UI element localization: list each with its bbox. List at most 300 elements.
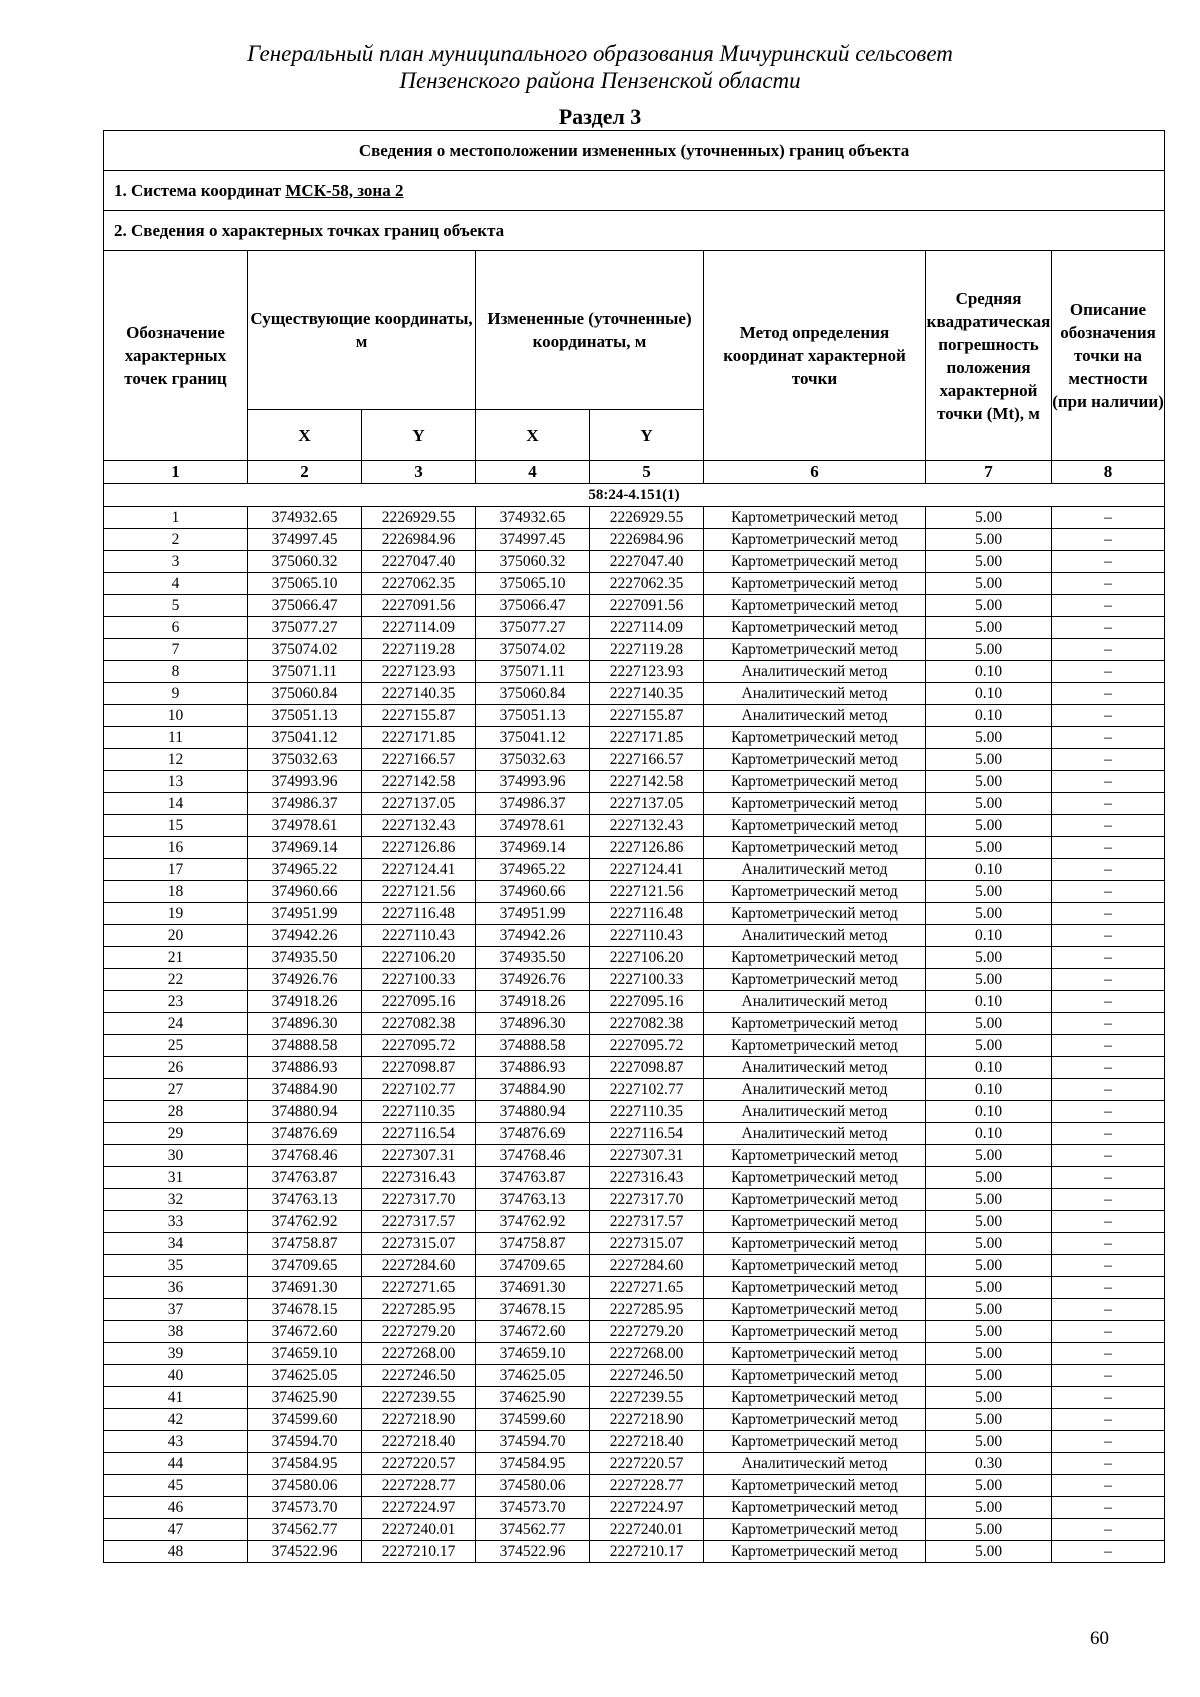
col-number: 8	[1052, 461, 1165, 484]
table-row	[104, 639, 1165, 661]
table-row	[104, 1497, 1165, 1519]
col-description: Описание обозначения точки на местности (при наличии)	[1052, 251, 1165, 461]
table-cell: 11	[104, 727, 248, 749]
table-cell: –	[1052, 595, 1165, 617]
table-cell: –	[1052, 1387, 1165, 1409]
table-cell: 374918.26	[476, 991, 590, 1013]
table-cell: 374884.90	[476, 1079, 590, 1101]
table-cell: 40	[104, 1365, 248, 1387]
table-cell: –	[1052, 1299, 1165, 1321]
table-cell: 5.00	[926, 881, 1052, 903]
coord-system	[104, 171, 1165, 211]
table-cell: 5.00	[926, 1519, 1052, 1541]
table-row	[104, 1431, 1165, 1453]
table-cell: 374876.69	[476, 1123, 590, 1145]
table-cell: 374763.13	[248, 1189, 362, 1211]
table-cell: 2227284.60	[362, 1255, 476, 1277]
table-cell: 2227110.35	[590, 1101, 704, 1123]
table-cell: 374768.46	[248, 1145, 362, 1167]
table-cell: 2227218.90	[590, 1409, 704, 1431]
table-cell: 5.00	[926, 1299, 1052, 1321]
table-cell: 2227140.35	[362, 683, 476, 705]
table-cell: 16	[104, 837, 248, 859]
table-row	[104, 1453, 1165, 1475]
table-cell: 375032.63	[476, 749, 590, 771]
table-cell: 374926.76	[476, 969, 590, 991]
table-cell: 2227171.85	[590, 727, 704, 749]
table-cell: 25	[104, 1035, 248, 1057]
table-cell: 5.00	[926, 617, 1052, 639]
table-row	[104, 1167, 1165, 1189]
table-cell: 375051.13	[476, 705, 590, 727]
table-cell: 0.10	[926, 1079, 1052, 1101]
table-cell: 374926.76	[248, 969, 362, 991]
table-cell: 20	[104, 925, 248, 947]
table-cell: 2227123.93	[362, 661, 476, 683]
table-title: Сведения о местоположении измененных (уточненных) границ объекта	[104, 131, 1165, 171]
table-cell: 2227240.01	[362, 1519, 476, 1541]
table-cell: 12	[104, 749, 248, 771]
table-cell: 374573.70	[476, 1497, 590, 1519]
table-cell: 0.10	[926, 705, 1052, 727]
table-cell: 375060.84	[476, 683, 590, 705]
table-cell: 2227307.31	[590, 1145, 704, 1167]
table-cell: 2227317.70	[590, 1189, 704, 1211]
table-cell: 374768.46	[476, 1145, 590, 1167]
col-error: Средняя квадратичеcкая погрешность положения характерной точки (Mt), м	[926, 251, 1052, 461]
table-cell: Картометрический метод	[704, 1541, 926, 1563]
table-cell: 2227110.35	[362, 1101, 476, 1123]
table-cell: 2227091.56	[590, 595, 704, 617]
table-cell: 374886.93	[476, 1057, 590, 1079]
table-cell: Картометрический метод	[704, 1167, 926, 1189]
table-cell: 375074.02	[476, 639, 590, 661]
table-row	[104, 859, 1165, 881]
table-cell: 374932.65	[476, 507, 590, 529]
table-cell: 0.10	[926, 661, 1052, 683]
table-cell: 6	[104, 617, 248, 639]
table-cell: 2227284.60	[590, 1255, 704, 1277]
table-cell: 24	[104, 1013, 248, 1035]
table-cell: 38	[104, 1321, 248, 1343]
table-cell: 2227166.57	[362, 749, 476, 771]
table-cell: 2227210.17	[362, 1541, 476, 1563]
table-cell: 374888.58	[476, 1035, 590, 1057]
table-cell: 2227218.40	[590, 1431, 704, 1453]
table-cell: 375041.12	[248, 727, 362, 749]
table-cell: 2227121.56	[590, 881, 704, 903]
col-changed-y: Y	[590, 410, 704, 461]
table-cell: 2227132.43	[590, 815, 704, 837]
table-cell: 22	[104, 969, 248, 991]
table-row	[104, 1299, 1165, 1321]
table-cell: 5.00	[926, 573, 1052, 595]
table-cell: 2227268.00	[362, 1343, 476, 1365]
table-cell: 30	[104, 1145, 248, 1167]
table-cell: Аналитический метод	[704, 1101, 926, 1123]
table-cell: 5.00	[926, 1365, 1052, 1387]
table-cell: 44	[104, 1453, 248, 1475]
table-cell: 374573.70	[248, 1497, 362, 1519]
table-cell: 375060.32	[476, 551, 590, 573]
table-cell: 5.00	[926, 1475, 1052, 1497]
table-cell: 7	[104, 639, 248, 661]
table-cell: 375051.13	[248, 705, 362, 727]
table-cell: 2227100.33	[590, 969, 704, 991]
table-cell: 2226929.55	[590, 507, 704, 529]
table-cell: 33	[104, 1211, 248, 1233]
table-cell: 374932.65	[248, 507, 362, 529]
table-cell: 2227140.35	[590, 683, 704, 705]
table-cell: 374986.37	[248, 793, 362, 815]
table-cell: 2227142.58	[362, 771, 476, 793]
table-cell: 374691.30	[476, 1277, 590, 1299]
table-cell: 2227124.41	[362, 859, 476, 881]
table-row	[104, 1365, 1165, 1387]
table-cell: 15	[104, 815, 248, 837]
table-row	[104, 991, 1165, 1013]
table-cell: 2227279.20	[590, 1321, 704, 1343]
table-cell: 36	[104, 1277, 248, 1299]
table-cell: 374562.77	[476, 1519, 590, 1541]
table-cell: 2227124.41	[590, 859, 704, 881]
table-row	[104, 771, 1165, 793]
table-cell: 374659.10	[248, 1343, 362, 1365]
table-cell: 2227246.50	[362, 1365, 476, 1387]
table-row	[104, 1541, 1165, 1563]
table-cell: Картометрический метод	[704, 551, 926, 573]
table-row	[104, 903, 1165, 925]
table-cell: 32	[104, 1189, 248, 1211]
table-cell: 42	[104, 1409, 248, 1431]
table-cell: 374678.15	[476, 1299, 590, 1321]
table-cell: 374584.95	[476, 1453, 590, 1475]
table-cell: 2227132.43	[362, 815, 476, 837]
table-cell: –	[1052, 1013, 1165, 1035]
table-cell: 374935.50	[476, 947, 590, 969]
table-cell: Картометрический метод	[704, 1475, 926, 1497]
col-number: 4	[476, 461, 590, 484]
table-cell: Картометрический метод	[704, 529, 926, 551]
table-cell: 2227155.87	[590, 705, 704, 727]
table-cell: 2227123.93	[590, 661, 704, 683]
table-cell: 5.00	[926, 815, 1052, 837]
table-cell: 374960.66	[248, 881, 362, 903]
table-cell: Картометрический метод	[704, 595, 926, 617]
table-cell: –	[1052, 727, 1165, 749]
table-row	[104, 1321, 1165, 1343]
table-cell: 374965.22	[476, 859, 590, 881]
table-cell: 2227228.77	[590, 1475, 704, 1497]
table-cell: 2227268.00	[590, 1343, 704, 1365]
table-cell: 9	[104, 683, 248, 705]
table-cell: 18	[104, 881, 248, 903]
table-cell: 5.00	[926, 947, 1052, 969]
table-cell: 3	[104, 551, 248, 573]
table-cell: –	[1052, 859, 1165, 881]
table-cell: Картометрический метод	[704, 507, 926, 529]
table-cell: –	[1052, 881, 1165, 903]
table-cell: 374960.66	[476, 881, 590, 903]
table-cell: Картометрический метод	[704, 639, 926, 661]
table-cell: 2227316.43	[362, 1167, 476, 1189]
table-cell: 46	[104, 1497, 248, 1519]
table-cell: 2227224.97	[590, 1497, 704, 1519]
table-cell: 374763.87	[476, 1167, 590, 1189]
table-cell: 374888.58	[248, 1035, 362, 1057]
table-cell: Картометрический метод	[704, 947, 926, 969]
table-cell: 29	[104, 1123, 248, 1145]
table-cell: 374951.99	[248, 903, 362, 925]
table-cell: Картометрический метод	[704, 1255, 926, 1277]
table-cell: Аналитический метод	[704, 1453, 926, 1475]
table-cell: 2227119.28	[590, 639, 704, 661]
table-cell: 374580.06	[476, 1475, 590, 1497]
col-existing: Существующие координаты, м	[248, 251, 476, 410]
table-cell: –	[1052, 771, 1165, 793]
table-cell: 2227102.77	[590, 1079, 704, 1101]
table-cell: 374942.26	[476, 925, 590, 947]
table-cell: 5.00	[926, 1541, 1052, 1563]
table-cell: –	[1052, 683, 1165, 705]
table-cell: 2227106.20	[590, 947, 704, 969]
table-cell: –	[1052, 1255, 1165, 1277]
table-cell: 2227047.40	[362, 551, 476, 573]
table-row	[104, 881, 1165, 903]
page-number: 60	[1090, 1628, 1109, 1649]
table-cell: 2227119.28	[362, 639, 476, 661]
table-cell: 2227047.40	[590, 551, 704, 573]
table-row	[104, 1475, 1165, 1497]
table-row	[104, 573, 1165, 595]
table-cell: –	[1052, 947, 1165, 969]
table-cell: Картометрический метод	[704, 1035, 926, 1057]
table-cell: Картометрический метод	[704, 1387, 926, 1409]
table-cell: Картометрический метод	[704, 1365, 926, 1387]
table-cell: –	[1052, 969, 1165, 991]
table-cell: 2227239.55	[362, 1387, 476, 1409]
table-cell: 2227316.43	[590, 1167, 704, 1189]
table-cell: 45	[104, 1475, 248, 1497]
table-cell: 5.00	[926, 727, 1052, 749]
table-cell: –	[1052, 573, 1165, 595]
coord-system-label: 1. Система координат	[114, 180, 286, 200]
table-cell: 5.00	[926, 1211, 1052, 1233]
table-cell: 23	[104, 991, 248, 1013]
table-row	[104, 1189, 1165, 1211]
table-cell: –	[1052, 617, 1165, 639]
table-cell: 39	[104, 1343, 248, 1365]
table-cell: Аналитический метод	[704, 683, 926, 705]
table-cell: 374986.37	[476, 793, 590, 815]
table-row	[104, 1211, 1165, 1233]
table-row	[104, 617, 1165, 639]
table-cell: 2227110.43	[590, 925, 704, 947]
table-cell: –	[1052, 529, 1165, 551]
table-cell: –	[1052, 1211, 1165, 1233]
table-cell: 374659.10	[476, 1343, 590, 1365]
table-cell: 375065.10	[248, 573, 362, 595]
group-label: 58:24-4.151(1)	[104, 484, 1165, 507]
column-number-row	[104, 461, 1165, 484]
table-cell: 13	[104, 771, 248, 793]
table-cell: –	[1052, 1079, 1165, 1101]
table-cell: Аналитический метод	[704, 925, 926, 947]
col-changed: Измененные (уточненные) координаты, м	[476, 251, 704, 410]
table-cell: 0.10	[926, 859, 1052, 881]
table-cell: Картометрический метод	[704, 1277, 926, 1299]
table-cell: 10	[104, 705, 248, 727]
table-cell: 2227095.72	[590, 1035, 704, 1057]
table-cell: 2227271.65	[590, 1277, 704, 1299]
table-cell: 2227285.95	[362, 1299, 476, 1321]
table-cell: 8	[104, 661, 248, 683]
col-existing-x: X	[248, 410, 362, 461]
table-cell: 2227095.72	[362, 1035, 476, 1057]
table-cell: 2227166.57	[590, 749, 704, 771]
table-cell: –	[1052, 815, 1165, 837]
table-row	[104, 683, 1165, 705]
table-cell: Картометрический метод	[704, 1299, 926, 1321]
table-row	[104, 595, 1165, 617]
table-row	[104, 1387, 1165, 1409]
table-cell: 2227137.05	[590, 793, 704, 815]
table-cell: 2227091.56	[362, 595, 476, 617]
table-cell: 0.10	[926, 1123, 1052, 1145]
table-cell: 374978.61	[248, 815, 362, 837]
table-cell: 2227121.56	[362, 881, 476, 903]
table-cell: 2227095.16	[590, 991, 704, 1013]
table-cell: 2	[104, 529, 248, 551]
table-row	[104, 815, 1165, 837]
table-cell: 0.10	[926, 925, 1052, 947]
table-cell: 2227315.07	[362, 1233, 476, 1255]
table-cell: –	[1052, 705, 1165, 727]
table-cell: 0.10	[926, 1101, 1052, 1123]
table-cell: 2226984.96	[362, 529, 476, 551]
col-existing-y: Y	[362, 410, 476, 461]
table-cell: 374886.93	[248, 1057, 362, 1079]
section-title: Раздел 3	[558, 104, 642, 129]
table-row	[104, 1035, 1165, 1057]
coord-system-value: МСК-58, зона 2	[285, 180, 404, 200]
col-number: 1	[104, 461, 248, 484]
col-designation: Обозначение характерных точек границ	[104, 251, 248, 461]
table-cell: 2227116.48	[362, 903, 476, 925]
table-cell: 2227095.16	[362, 991, 476, 1013]
table-cell: –	[1052, 1475, 1165, 1497]
table-cell: 5.00	[926, 1145, 1052, 1167]
table-cell: Картометрический метод	[704, 881, 926, 903]
table-cell: 374918.26	[248, 991, 362, 1013]
table-cell: 374594.70	[476, 1431, 590, 1453]
table-cell: 374997.45	[476, 529, 590, 551]
table-cell: 2227062.35	[590, 573, 704, 595]
table-cell: 375060.84	[248, 683, 362, 705]
table-cell: 374935.50	[248, 947, 362, 969]
table-cell: –	[1052, 1343, 1165, 1365]
table-cell: 374997.45	[248, 529, 362, 551]
table-cell: 2227317.57	[590, 1211, 704, 1233]
table-cell: 374942.26	[248, 925, 362, 947]
table-cell: –	[1052, 1541, 1165, 1563]
table-cell: 5.00	[926, 529, 1052, 551]
header-line-2: Пензенского района Пензенской области	[399, 68, 801, 93]
table-cell: Картометрический метод	[704, 573, 926, 595]
table-cell: 374672.60	[248, 1321, 362, 1343]
table-cell: Картометрический метод	[704, 727, 926, 749]
table-cell: 5.00	[926, 551, 1052, 573]
table-cell: Аналитический метод	[704, 1123, 926, 1145]
table-cell: 5.00	[926, 771, 1052, 793]
table-row	[104, 1079, 1165, 1101]
table-cell: 2227317.70	[362, 1189, 476, 1211]
header-line-1: Генеральный план муниципального образования Мичуринский сельсовет	[247, 41, 953, 66]
table-cell: –	[1052, 1431, 1165, 1453]
table-cell: –	[1052, 1277, 1165, 1299]
table-cell: Картометрический метод	[704, 969, 926, 991]
table-cell: Картометрический метод	[704, 837, 926, 859]
table-cell: 375066.47	[248, 595, 362, 617]
table-cell: –	[1052, 903, 1165, 925]
table-cell: 5.00	[926, 1233, 1052, 1255]
table-row	[104, 1057, 1165, 1079]
table-cell: 2227239.55	[590, 1387, 704, 1409]
table-cell: 374584.95	[248, 1453, 362, 1475]
table-cell: 2227098.87	[362, 1057, 476, 1079]
table-cell: 37	[104, 1299, 248, 1321]
table-cell: 2227224.97	[362, 1497, 476, 1519]
table-cell: –	[1052, 1365, 1165, 1387]
table-cell: 2227062.35	[362, 573, 476, 595]
table-cell: 2227240.01	[590, 1519, 704, 1541]
table-cell: 2227082.38	[362, 1013, 476, 1035]
table-cell: Картометрический метод	[704, 749, 926, 771]
table-cell: 5.00	[926, 595, 1052, 617]
table-cell: 2227116.48	[590, 903, 704, 925]
table-cell: 374522.96	[248, 1541, 362, 1563]
table-row	[104, 837, 1165, 859]
col-number: 7	[926, 461, 1052, 484]
table-cell: Аналитический метод	[704, 705, 926, 727]
table-cell: Картометрический метод	[704, 1145, 926, 1167]
table-cell: 374762.92	[476, 1211, 590, 1233]
table-cell: 2227142.58	[590, 771, 704, 793]
col-number: 3	[362, 461, 476, 484]
table-cell: 0.10	[926, 1057, 1052, 1079]
table-cell: –	[1052, 639, 1165, 661]
table-cell: Картометрический метод	[704, 1497, 926, 1519]
table-cell: –	[1052, 1233, 1165, 1255]
table-cell: 375071.11	[248, 661, 362, 683]
table-cell: –	[1052, 551, 1165, 573]
table-cell: 0.10	[926, 991, 1052, 1013]
table-cell: 2227279.20	[362, 1321, 476, 1343]
table-cell: 5.00	[926, 1035, 1052, 1057]
table-cell: 374709.65	[248, 1255, 362, 1277]
table-cell: 5.00	[926, 903, 1052, 925]
table-cell: 374599.60	[248, 1409, 362, 1431]
table-cell: –	[1052, 749, 1165, 771]
table-cell: 375041.12	[476, 727, 590, 749]
table-row	[104, 661, 1165, 683]
table-cell: 375060.32	[248, 551, 362, 573]
table-cell: 374978.61	[476, 815, 590, 837]
table-cell: Картометрический метод	[704, 771, 926, 793]
table-cell: 374625.90	[248, 1387, 362, 1409]
table-cell: Аналитический метод	[704, 991, 926, 1013]
table-cell: Картометрический метод	[704, 793, 926, 815]
